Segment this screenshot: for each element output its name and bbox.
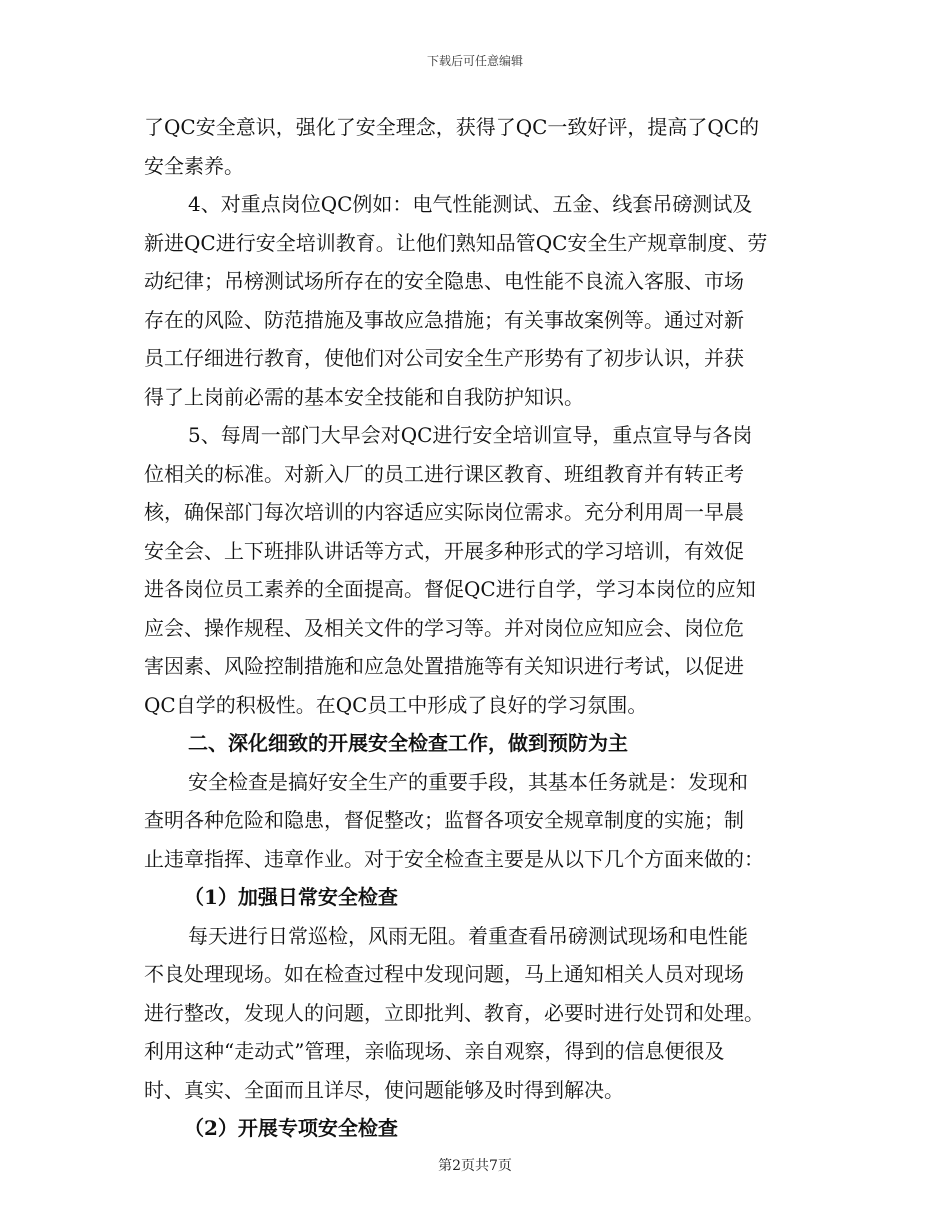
text-line: 位相关的标准。对新入厂的员工进行课区教育、班组教育并有转正考	[144, 461, 744, 486]
text-line: 安全素养。	[144, 153, 244, 178]
text-line: 应会、操作规程、及相关文件的学习等。并对岗位应知应会、岗位危	[144, 615, 744, 640]
paragraph-start-5: 5、每周一部门大早会对QC进行安全培训宣导，重点宣导与各岗	[188, 423, 753, 447]
text-line: 害因素、风险控制措施和应急处置措施等有关知识进行考试，以促进	[144, 654, 744, 678]
paragraph-start-4: 4、对重点岗位QC例如：电气性能测试、五金、线套吊磅测试及	[188, 192, 753, 216]
text-line: 进行整改，发现人的问题，立即批判、教育，必要时进行处罚和处理。	[144, 1000, 764, 1025]
text-line: 进各岗位员工素养的全面提高。督促QC进行自学，学习本岗位的应知	[144, 577, 756, 601]
text-line: 了QC安全意识，强化了安全理念，获得了QC一致好评，提高了QC的	[144, 115, 760, 139]
subheading-daily-inspection: （1）加强日常安全检查	[184, 885, 398, 909]
text-line: 动纪律；吊榜测试场所存在的安全隐患、电性能不良流入客服、市场	[144, 269, 744, 293]
text-line: 止违章指挥、违章作业。对于安全检查主要是从以下几个方面来做的：	[144, 846, 764, 871]
text-line: 时、真实、全面而且详尽，使问题能够及时得到解决。	[144, 1077, 624, 1102]
text-line: 查明各种危险和隐患，督促整改；监督各项安全规章制度的实施；制	[144, 808, 744, 832]
text-line: 不良处理现场。如在检查过程中发现问题，马上通知相关人员对现场	[144, 962, 744, 986]
text-line: 核，确保部门每次培训的内容适应实际岗位需求。充分利用周一早晨	[144, 500, 744, 524]
text-line: 利用这种“走动式”管理，亲临现场、亲自观察，得到的信息便很及	[144, 1039, 725, 1063]
section-heading-2: 二、深化细致的开展安全检查工作，做到预防为主	[188, 731, 628, 755]
page-header: 下载后可任意编辑	[426, 54, 523, 68]
text-line: 得了上岗前必需的基本安全技能和自我防护知识。	[144, 384, 584, 409]
subheading-special-inspection: （2）开展专项安全检查	[184, 1116, 398, 1140]
text-line: 新进QC进行安全培训教育。让他们熟知品管QC安全生产规章制度、劳	[144, 230, 768, 255]
document-body	[144, 108, 804, 1148]
text-line: 存在的风险、防范措施及事故应急措施；有关事故案例等。通过对新	[144, 307, 744, 332]
page-footer: 第2页共7页	[438, 1158, 512, 1174]
paragraph-start-daily: 每天进行日常巡检，风雨无阻。着重查看吊磅测试现场和电性能	[188, 923, 748, 948]
text-line: 安全会、上下班排队讲话等方式，开展多种形式的学习培训，有效促	[144, 538, 744, 563]
text-line: 员工仔细进行教育，使他们对公司安全生产形势有了初步认识，并获	[144, 346, 744, 370]
text-line: QC自学的积极性。在QC员工中形成了良好的学习氛围。	[144, 692, 648, 717]
paragraph-start-inspection: 安全检查是搞好安全生产的重要手段，其基本任务就是：发现和	[188, 769, 748, 794]
